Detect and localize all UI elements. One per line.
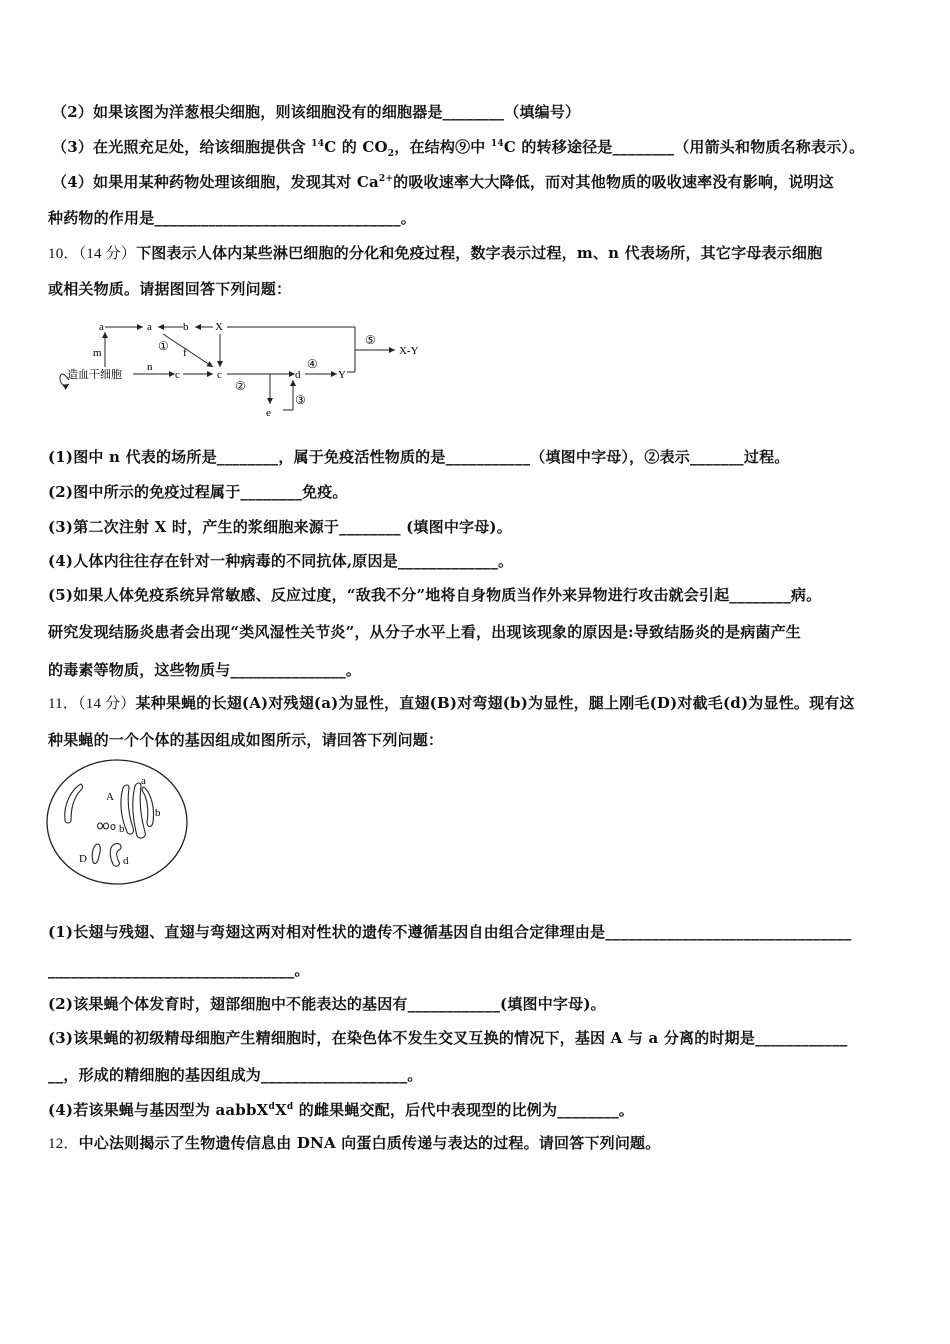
q11-sub2: (2)该果蝇个体发育时，翅部细胞中不能表达的基因有____________(填图中字母)。 bbox=[48, 995, 606, 1013]
diagram-a1: a bbox=[99, 321, 104, 333]
chromosome-cell-diagram bbox=[43, 758, 193, 886]
diagram-d: d bbox=[295, 369, 301, 381]
diagram-step5: ⑤ bbox=[365, 333, 376, 347]
gene-a: a bbox=[141, 775, 146, 787]
gene-b2: b bbox=[155, 807, 161, 819]
q11-number: 11．（14 分） bbox=[48, 696, 136, 712]
q11-sub4-b: X bbox=[275, 1101, 287, 1119]
q9-part3-sup1: 14 bbox=[311, 139, 325, 149]
q9-part3-d: C 的转移途径是________（用箭头和物质名称表示）。 bbox=[503, 138, 865, 156]
gene-D: D bbox=[79, 853, 87, 865]
q10-sub5-line3: 的毒素等物质，这些物质与_______________。 bbox=[48, 661, 362, 679]
diagram-n: n bbox=[147, 361, 153, 373]
diagram-step3: ③ bbox=[295, 393, 306, 407]
q11-stem bbox=[48, 693, 906, 714]
immune-process-diagram bbox=[55, 312, 435, 422]
q9-part3-a: （3）在光照充足处，给该细胞提供含 bbox=[52, 138, 312, 156]
q12-number: 12． bbox=[48, 1136, 79, 1152]
q11-sub3-line2: __，形成的精细胞的基因组成为___________________。 bbox=[48, 1066, 423, 1084]
q10-sub1: (1)图中 n 代表的场所是________，属于免疫活性物质的是___________（填图中字母），②表示_______过程。 bbox=[48, 448, 790, 466]
q10-stem bbox=[48, 243, 906, 264]
q11-sub1-line2: ________________________________。 bbox=[48, 961, 310, 979]
q9-part4-line2: 种药物的作用是________________________________。 bbox=[48, 209, 417, 227]
q11-sub4-a: (4)若该果蝇与基因型为 aabbX bbox=[48, 1101, 269, 1119]
q9-part4-sup: 2+ bbox=[378, 174, 394, 184]
diagram-f: f bbox=[183, 347, 187, 359]
q9-part3 bbox=[52, 137, 906, 164]
q10-stem-text: 下图表示人体内某些淋巴细胞的分化和免疫过程，数字表示过程，m、n 代表场所，其它字母表示细胞 bbox=[136, 244, 823, 262]
diagram-stem-cell: 造血干细胞 bbox=[67, 369, 122, 381]
q9-part3-sup2: 14 bbox=[490, 139, 504, 149]
q9-part2: （2）如果该图为洋葱根尖细胞，则该细胞没有的细胞器是________（填编号） bbox=[52, 103, 581, 121]
diagram-X: X bbox=[215, 321, 223, 333]
diagram-e: e bbox=[266, 407, 271, 419]
q11-stem-text: 某种果蝇的长翅(A)对残翅(a)为显性，直翅(B)对弯翅(b)为显性，腿上刚毛(D)对截毛(d)为显性。现有这 bbox=[135, 694, 855, 712]
diagram-c1: c bbox=[175, 369, 180, 381]
diagram-m: m bbox=[93, 347, 102, 359]
q11-sub1: (1)长翅与残翅、直翅与弯翅这两对相对性状的遗传不遵循基因自由组合定律理由是________________________________ bbox=[48, 923, 852, 941]
diagram-b: b bbox=[183, 321, 189, 333]
q9-part4-a: （4）如果用某种药物处理该细胞，发现其对 Ca bbox=[52, 173, 379, 191]
q11-stem-line2: 种果蝇的一个个体的基因组成如图所示，请回答下列问题： bbox=[48, 731, 444, 749]
q10-sub3: (3)第二次注射 X 时，产生的浆细胞来源于________ (填图中字母)。 bbox=[48, 518, 512, 536]
diagram-step4: ④ bbox=[307, 357, 318, 371]
q11-sub4-sup1: d bbox=[268, 1102, 276, 1112]
q9-part3-b: C 的 CO bbox=[324, 138, 388, 156]
gene-d: d bbox=[123, 855, 129, 867]
gene-b1: b bbox=[119, 823, 125, 835]
q9-part4-b: 的吸收速率大大降低，而对其他物质的吸收速率没有影响，说明这 bbox=[393, 173, 834, 191]
diagram-XY: X-Y bbox=[399, 345, 419, 357]
q11-sub4-sup2: d bbox=[286, 1102, 294, 1112]
q10-number: 10．（14 分） bbox=[48, 246, 137, 262]
q9-part3-c: ，在结构⑨中 bbox=[394, 138, 491, 156]
q11-sub3: (3)该果蝇的初级精母细胞产生精细胞时，在染色体不发生交叉互换的情况下，基因 A 与 a 分离的时期是____________ bbox=[48, 1029, 848, 1047]
q10-sub2: (2)图中所示的免疫过程属于________免疫。 bbox=[48, 483, 348, 501]
q10-sub4: (4)人体内往往存在针对一种病毒的不同抗体,原因是_____________。 bbox=[48, 552, 514, 570]
q10-sub5: (5)如果人体免疫系统异常敏感、反应过度，“敌我不分”地将自身物质当作外来异物进行攻击就会引起________病。 bbox=[48, 586, 822, 604]
diagram-Y: Y bbox=[338, 369, 346, 381]
diagram-c2: c bbox=[217, 369, 222, 381]
q12-stem bbox=[48, 1133, 906, 1154]
diagram-a2: a bbox=[147, 321, 152, 333]
q9-part4 bbox=[52, 172, 906, 192]
q11-sub4 bbox=[48, 1100, 906, 1120]
q10-stem-line2: 或相关物质。请据图回答下列问题： bbox=[48, 280, 292, 298]
q11-sub4-c: 的雌果蝇交配，后代中表现型的比例为________。 bbox=[293, 1101, 634, 1119]
diagram-step1: ① bbox=[158, 339, 169, 353]
diagram-step2: ② bbox=[235, 379, 246, 393]
q12-stem-text: 中心法则揭示了生物遗传信息由 DNA 向蛋白质传递与表达的过程。请回答下列问题。 bbox=[78, 1134, 661, 1152]
q10-sub5-line2: 研究发现结肠炎患者会出现“类风湿性关节炎”，从分子水平上看，出现该现象的原因是:导致结肠炎的是病菌产生 bbox=[48, 623, 801, 641]
gene-A: A bbox=[106, 791, 114, 803]
q9-part3-sub: 2 bbox=[387, 149, 395, 159]
